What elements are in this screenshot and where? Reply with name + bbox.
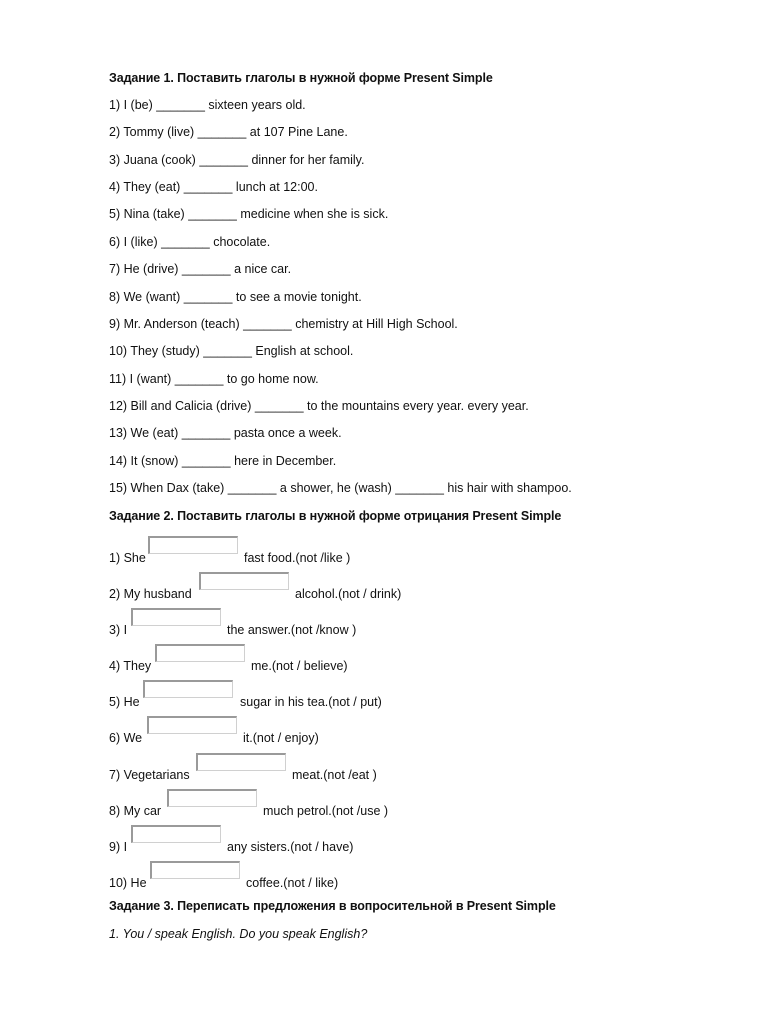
- task2-item-2-prefix: 2) My husband: [109, 587, 192, 601]
- task1-item-3: 3) Juana (cook) _______ dinner for her family.: [109, 153, 365, 167]
- task2-item-8-suffix: much petrol.(not /use ): [263, 804, 389, 818]
- task3-title: Задание 3. Переписать предложения в вопросительной в Present Simple: [109, 899, 556, 913]
- task2-item-5: [109, 680, 709, 716]
- task1-item-11: 11) I (want) _______ to go home now.: [109, 372, 319, 386]
- answer-field-2[interactable]: [199, 572, 289, 590]
- task2-item-9-suffix: any sisters.(not / have): [227, 840, 354, 854]
- task2-item-4: [109, 644, 709, 680]
- task3-item-1: 1. You / speak English. Do you speak English?: [109, 927, 368, 941]
- answer-field-5[interactable]: [143, 680, 233, 698]
- answer-field-6[interactable]: [147, 716, 237, 734]
- task2-item-9: [109, 825, 709, 861]
- task2-item-7-suffix: meat.(not /eat ): [292, 768, 377, 782]
- task2-item-8: [109, 789, 709, 825]
- task2-item-1-suffix: fast food.(not /like ): [244, 551, 351, 565]
- task1-title: Задание 1. Поставить глаголы в нужной форме Present Simple: [109, 71, 493, 85]
- task1-item-2: 2) Tommy (live) _______ at 107 Pine Lane.: [109, 125, 348, 139]
- task2-item-6: [109, 716, 709, 752]
- task2-item-10: [109, 861, 709, 897]
- task2-item-6-prefix: 6) We: [109, 731, 143, 745]
- task2-item-2-suffix: alcohol.(not / drink): [295, 587, 402, 601]
- task2-item-3: [109, 608, 709, 644]
- task2-item-5-suffix: sugar in his tea.(not / put): [240, 695, 382, 709]
- task1-item-6: 6) I (like) _______ chocolate.: [109, 235, 271, 249]
- task1-item-12: 12) Bill and Calicia (drive) _______ to the mountains every year. every year.: [109, 399, 529, 413]
- task2-item-4-suffix: me.(not / believe): [251, 659, 348, 673]
- task1-item-15: 15) When Dax (take) _______ a shower, he (wash) _______ his hair with shampoo.: [109, 481, 572, 495]
- answer-field-1[interactable]: [148, 536, 238, 554]
- task2-item-1: [109, 536, 709, 572]
- task1-item-7: 7) He (drive) _______ a nice car.: [109, 262, 292, 276]
- answer-field-4[interactable]: [155, 644, 245, 662]
- task1-item-9: 9) Mr. Anderson (teach) _______ chemistry at Hill High School.: [109, 317, 458, 331]
- task1-item-5: 5) Nina (take) _______ medicine when she is sick.: [109, 207, 389, 221]
- task2-item-3-prefix: 3) I: [109, 623, 128, 637]
- task2-item-7-prefix: 7) Vegetarians: [109, 768, 190, 782]
- task2-item-2: [109, 572, 709, 608]
- answer-field-7[interactable]: [196, 753, 286, 771]
- answer-field-8[interactable]: [167, 789, 257, 807]
- task2-item-1-prefix: 1) She: [109, 551, 146, 565]
- task1-item-13: 13) We (eat) _______ pasta once a week.: [109, 426, 342, 440]
- task2-item-10-prefix: 10) He: [109, 876, 147, 890]
- task2-item-8-prefix: 8) My car: [109, 804, 162, 818]
- task1-item-4: 4) They (eat) _______ lunch at 12:00.: [109, 180, 318, 194]
- task2-item-7: [109, 753, 709, 789]
- task1-item-8: 8) We (want) _______ to see a movie tonight.: [109, 290, 362, 304]
- task2-item-10-suffix: coffee.(not / like): [246, 876, 339, 890]
- answer-field-10[interactable]: [150, 861, 240, 879]
- task1-item-10: 10) They (study) _______ English at school.: [109, 344, 354, 358]
- answer-field-9[interactable]: [131, 825, 221, 843]
- task2-item-9-prefix: 9) I: [109, 840, 128, 854]
- answer-field-3[interactable]: [131, 608, 221, 626]
- task2-item-4-prefix: 4) They: [109, 659, 152, 673]
- task1-item-14: 14) It (snow) _______ here in December.: [109, 454, 337, 468]
- task2-item-6-suffix: it.(not / enjoy): [243, 731, 319, 745]
- task2-title: Задание 2. Поставить глаголы в нужной форме отрицания Present Simple: [109, 509, 562, 523]
- task1-item-1: 1) I (be) _______ sixteen years old.: [109, 98, 306, 112]
- task2-item-5-prefix: 5) He: [109, 695, 140, 709]
- task2-item-3-suffix: the answer.(not /know ): [227, 623, 357, 637]
